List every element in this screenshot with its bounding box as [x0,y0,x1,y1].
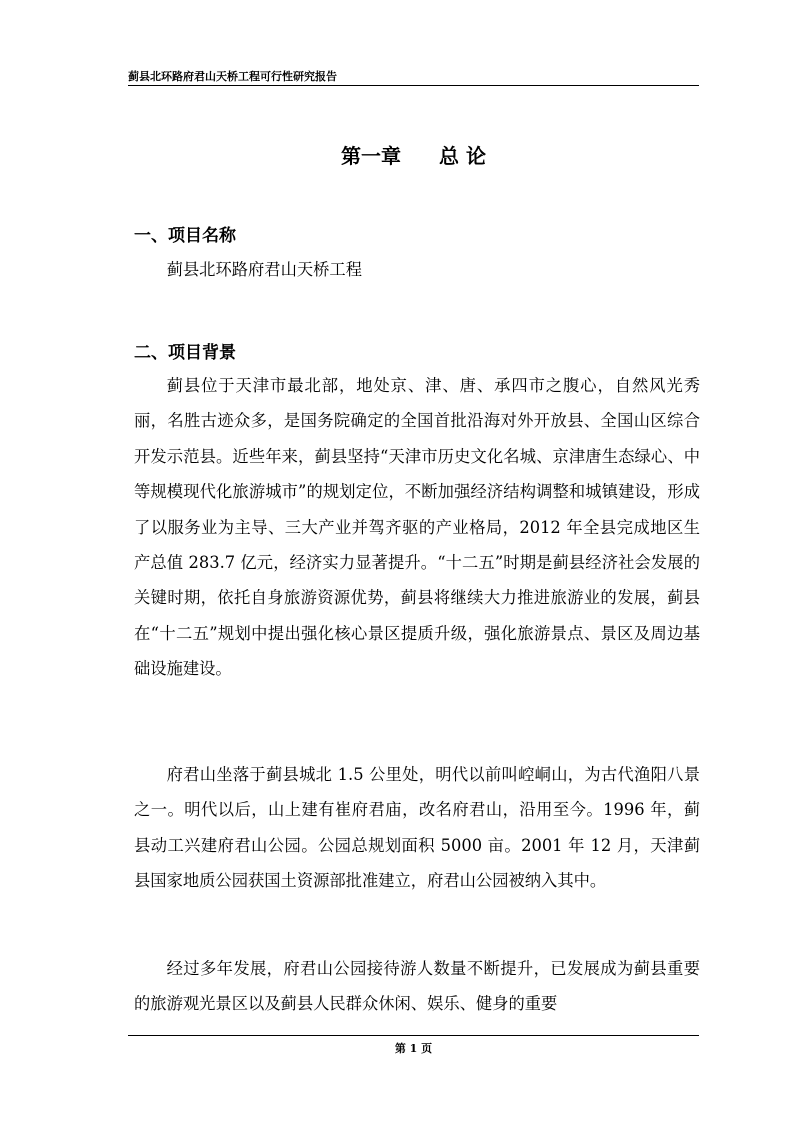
footer-divider [128,1035,699,1036]
background-paragraph-2: 府君山坐落于蓟县城北 1.5 公里处，明代以前叫崆峒山，为古代渔阳八景之一。明代以后，山上建有崔府君庙，改名府君山，沿用至今。1996 年，蓟县动工兴建府君山公园。公园总规划面积 5000 亩。2001 年 12 月，天津蓟县国家地质公园获国土资源部批准建立，府君山公园被纳入其中。 [134,765,700,891]
chapter-title [128,140,699,169]
project-name-text: 蓟县北环路府君山天桥工程 [166,260,362,279]
background-paragraph-3: 经过多年发展，府君山公园接待游人数量不断提升，已发展成为蓟县重要的旅游观光景区以及蓟县人民群众休闲、娱乐、健身的重要 [134,959,700,1014]
section-heading-project-name: 一、项目名称 [134,226,236,246]
section-heading-project-background: 二、项目背景 [134,343,236,363]
background-paragraph-1: 蓟县位于天津市最北部，地处京、津、唐、承四市之腹心，自然风光秀丽，名胜古迹众多，是国务院确定的全国首批沿海对外开放县、全国山区综合开发示范县。近些年来，蓟县坚持“天津市历史文化名城、京津唐生态绿心、中等规模现代化旅游城市”的规划定位，不断加强经济结构调整和城镇建设，形成了以服务业为主导、三大产业并驾齐驱的产业格局，2012 年全县完成地区生产总值 283.7 亿元，经济实力显著提升。“十二五”时期是蓟县经济社会发展的关键时期，依托自身旅游资源优势，蓟县将继续大力推进旅游业的发展，蓟县在“十二五”规划中提出强化核心景区提质升级，强化旅游景点、景区及周边基础设施建设。 [134,376,700,679]
chapter-number: 第一章 [341,144,402,168]
header-divider [128,85,699,86]
chapter-name: 总 论 [439,144,486,168]
running-header: 蓟县北环路府君山天桥工程可行性研究报告 [128,70,337,83]
page-number: 第 1 页 [394,1042,433,1055]
